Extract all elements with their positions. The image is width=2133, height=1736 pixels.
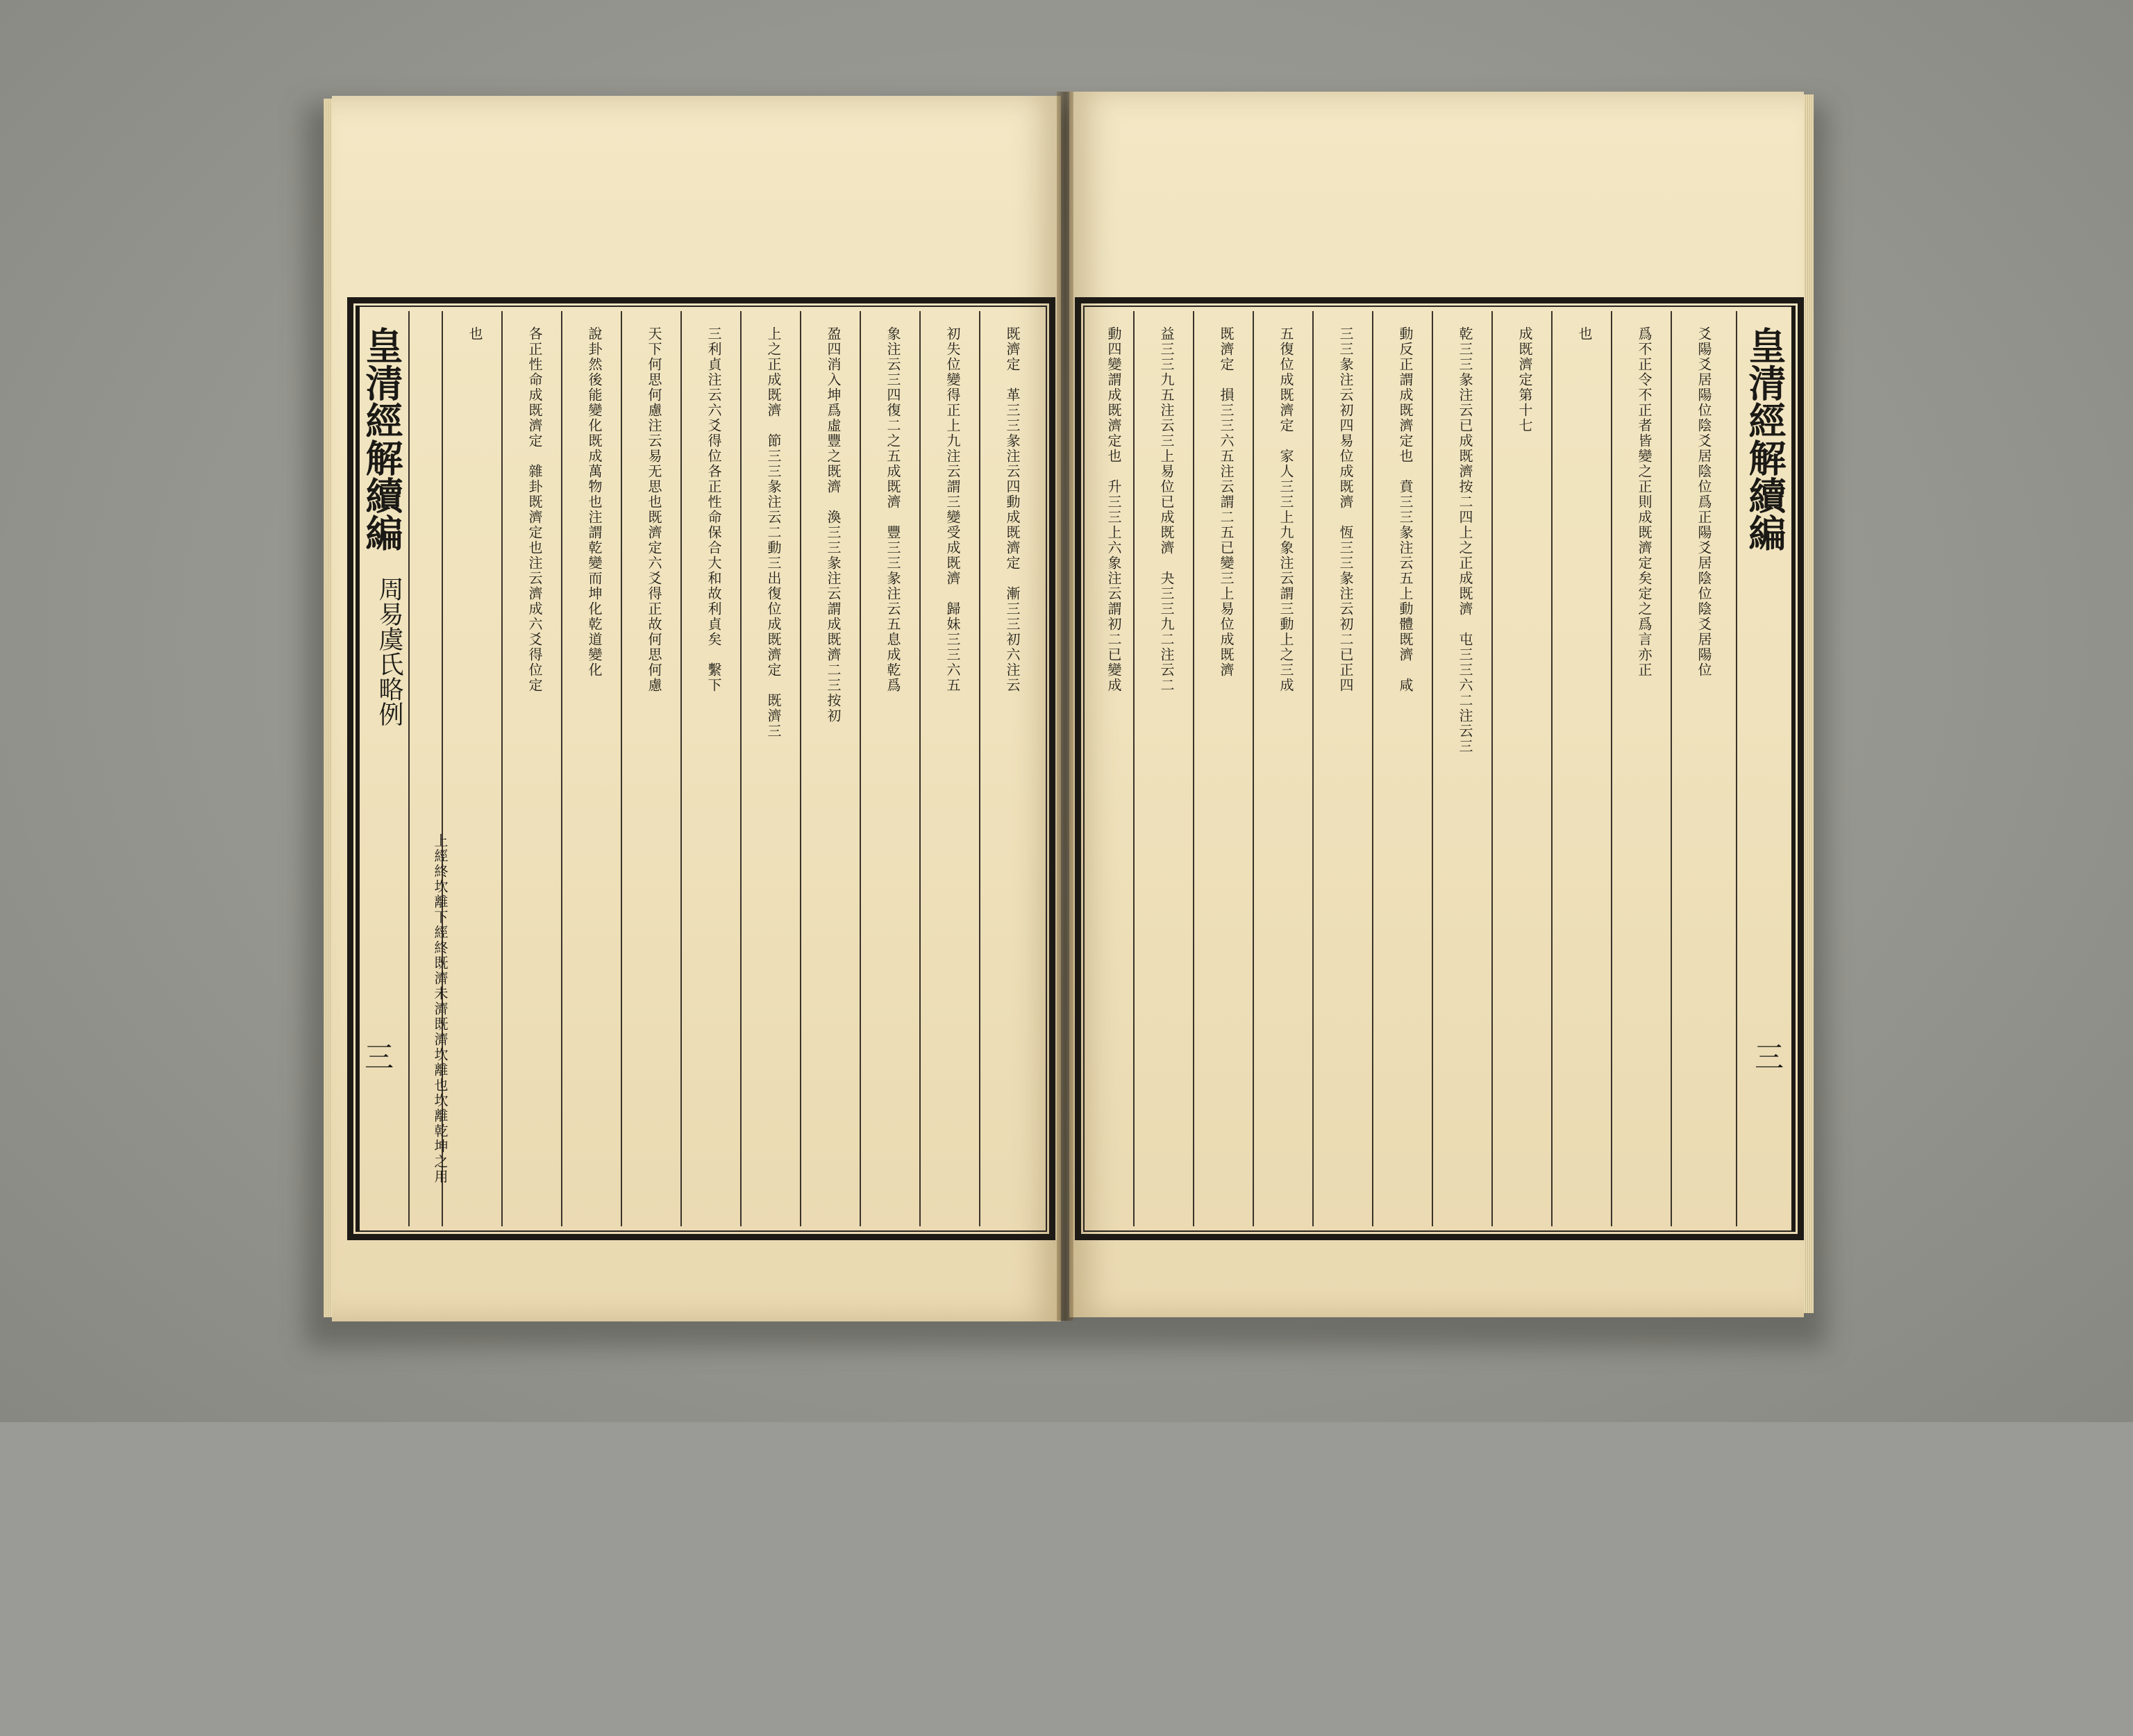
column-rule (1671, 311, 1672, 1226)
column-rule (680, 311, 682, 1226)
right-text-column-8: 五復位成既濟定 家人三三上九象注云謂三動上之三成 (1278, 326, 1294, 693)
left-text-column-10: 也 (467, 326, 483, 342)
column-rule (501, 311, 503, 1226)
right-text-column-11: 動四變謂成既濟定也 升三三上六象注云謂初二已變成 (1105, 326, 1122, 693)
left-text-column-3: 象注云三四復二之五成既濟 豐三三彖注云五息成乾爲 (885, 326, 901, 693)
column-rule (1611, 311, 1612, 1226)
column-rule (621, 311, 622, 1226)
right-banner-rule (1791, 306, 1796, 1232)
left-text-column-6: 三利貞注云六爻得位各正性命保合大和故利貞矣 繫下 (705, 326, 722, 693)
left-text-column-11: 上經終坎離下經終既濟未濟既濟坎離也坎離乾坤之用 (432, 833, 449, 1185)
column-rule (800, 311, 801, 1226)
right-banner-divider (1736, 311, 1737, 1226)
right-text-column-7: 三三彖注云初四易位成既濟 恆三三彖注云初二已正四 (1337, 326, 1354, 693)
left-text-column-1: 既濟定 革三三彖注云四動成既濟定 漸三三初六注云 (1004, 326, 1021, 693)
right-text-column-2: 爲不正令不正者皆變之正則成既濟定矣定之爲言亦正 (1636, 326, 1653, 678)
left-banner-subtitle: 周易虞氏略例 (375, 576, 403, 726)
column-rule (860, 311, 861, 1226)
column-rule (1193, 311, 1194, 1226)
left-text-column-5: 上之正成既濟 節三三彖注云二動三出復位成既濟定 既濟三 (765, 326, 782, 739)
right-text-column-10: 益三三九五注云三上易位已成既濟 夬三三九二注云二 (1158, 326, 1175, 693)
right-section-heading: 成既濟定第十七 (1516, 326, 1533, 433)
left-text-column-4: 盈四消入坤爲虛豐之既濟 渙三三彖注云謂成既濟二三按初 (825, 326, 842, 724)
left-text-column-2: 初失位變得正上九注云謂三變受成既濟 歸妹三三六五 (944, 326, 961, 693)
right-text-column-3: 也 (1576, 326, 1593, 342)
right-text-column-6: 動反正謂成既濟定也 賁三三彖注云五上動體既濟 咸 (1397, 326, 1414, 693)
right-banner-folio: 三 (1750, 1042, 1784, 1071)
left-text-column-9: 各正性命成既濟定 雜卦既濟定也注云濟成六爻得位定 (526, 326, 543, 693)
column-rule (1491, 311, 1493, 1226)
column-rule (740, 311, 742, 1226)
book-gutter (1057, 92, 1073, 1321)
right-banner-title: 皇清經解續編 (1743, 326, 1787, 551)
column-rule (919, 311, 921, 1226)
column-rule (561, 311, 562, 1226)
right-text-column-9: 既濟定 損三三六五注云謂二五已變三上易位成既濟 (1218, 326, 1235, 678)
column-rule (1432, 311, 1433, 1226)
column-rule (979, 311, 980, 1226)
column-rule (1551, 311, 1553, 1226)
right-text-column-5: 乾三三彖注云已成既濟按二四上之正成既濟 屯三三六二注云三 (1457, 326, 1473, 754)
left-page-edges (324, 99, 332, 1317)
right-page-edges (1804, 94, 1814, 1313)
column-rule (1253, 311, 1254, 1226)
left-banner-folio: 三 (360, 1042, 394, 1071)
right-text-column-1: 爻陽爻居陽位陰爻居陰位爲正陽爻居陰位陰爻居陽位 (1696, 326, 1712, 678)
left-banner-title: 皇清經解續編 (360, 326, 404, 551)
left-text-column-7: 天下何思何慮注云易无思也既濟定六爻得正故何思何慮 (646, 326, 662, 693)
column-rule (1312, 311, 1314, 1226)
left-banner-divider (408, 311, 410, 1226)
column-rule (1372, 311, 1373, 1226)
left-text-column-8: 說卦然後能變化既成萬物也注謂乾變而坤化乾道變化 (586, 326, 603, 678)
